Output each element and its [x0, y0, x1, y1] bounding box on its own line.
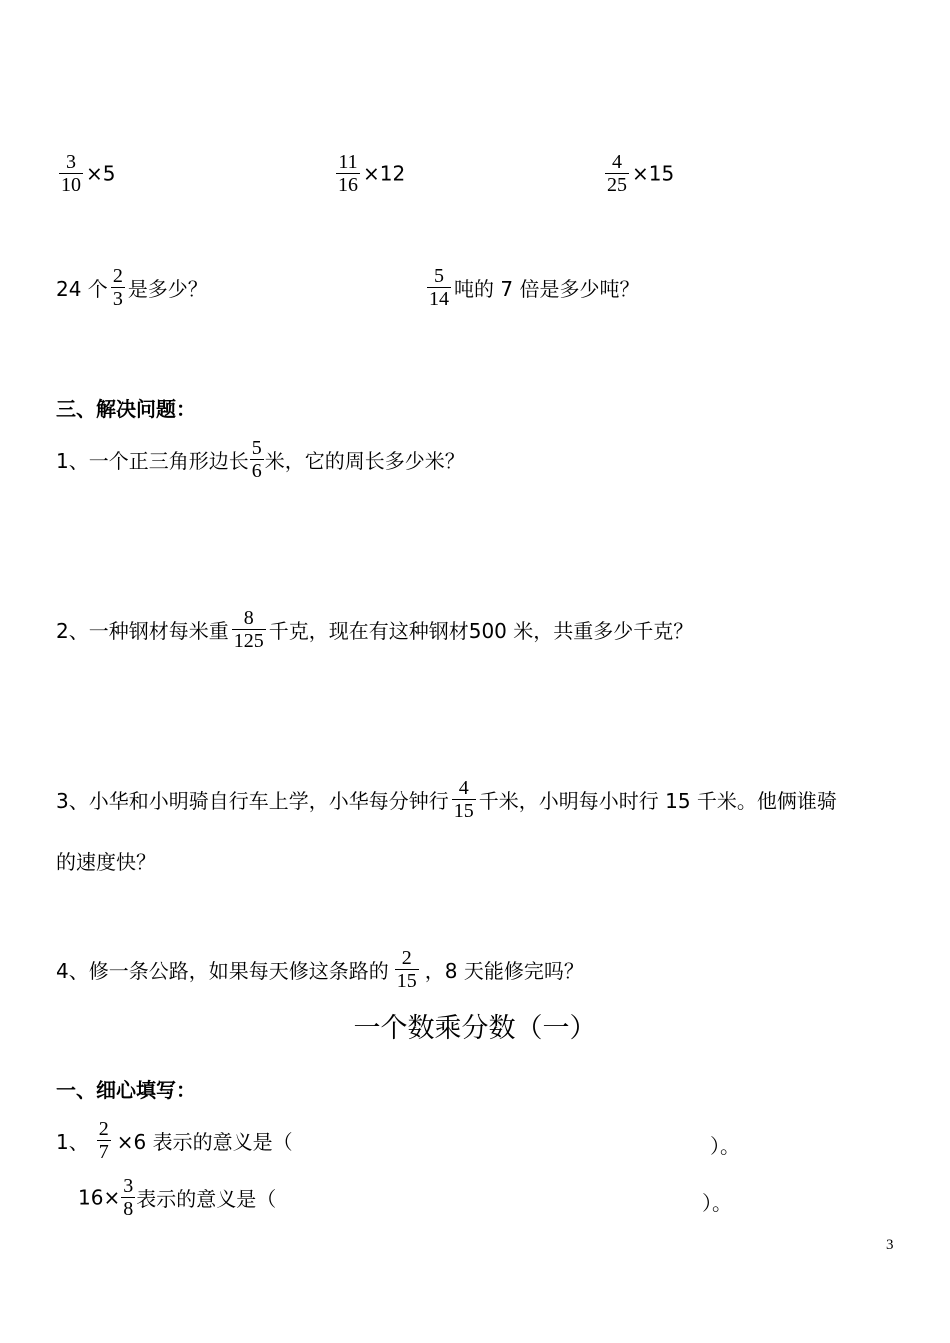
problem-2: 2、一种钢材每米重 $\frac{8}{125}$ 千克，现在有这种钢材500 米，共重多少千克？ [56, 607, 694, 652]
fill-item-2: 16× $\frac{3}{8}$ 表示的意义是（ [78, 1175, 277, 1220]
fraction: $\frac{3}{8}$ [123, 1175, 134, 1220]
calc-tail: ×15 [632, 161, 675, 186]
fraction: $\frac{2}{15}$ [396, 947, 417, 992]
fraction: $\frac{2}{7}$ [98, 1118, 109, 1163]
fraction: $\frac{5}{6}$ [251, 437, 262, 482]
problem-1: 1、一个正三角形边长 $\frac{5}{6}$ 米，它的周长多少米？ [56, 437, 465, 482]
fraction: $\frac{11}{16}$ [338, 151, 358, 196]
fraction: $\frac{5}{14}$ [429, 265, 449, 310]
calc-item-2 [333, 151, 405, 196]
lesson-title: 一个数乘分数（一） [353, 1013, 597, 1044]
problem-3-continued: 的速度快？ [56, 850, 156, 874]
fill-blank-close-2: ）。 [702, 1191, 732, 1215]
calc-item-3 [602, 151, 674, 196]
problem-3: 3、小华和小明骑自行车上学，小华每分钟行 $\frac{4}{15}$ 千米，小明每小时行 15 千米。他俩谁骑 [56, 777, 837, 822]
problem-4: 4、修一条公路，如果每天修这条路的 $\frac{2}{15}$ ，8 天能修完吗？ [56, 947, 584, 992]
section-heading: 三、解决问题： [56, 397, 196, 421]
page-number: 3 [886, 1237, 894, 1253]
fraction: $\frac{4}{25}$ [607, 151, 627, 196]
section-heading-fill: 一、细心填写： [56, 1078, 196, 1102]
fill-item-1: 1、 $\frac{2}{7}$ ×6 表示的意义是（ [56, 1118, 293, 1163]
question-2: $\frac{5}{14}$ 吨的 7 倍是多少吨？ [429, 265, 640, 310]
calc-item-1 [56, 151, 115, 196]
fraction: $\frac{4}{15}$ [453, 777, 474, 822]
fraction: $\frac{2}{3}$ [112, 265, 123, 310]
fraction: $\frac{3}{10}$ [61, 151, 81, 196]
question-1: 24 个 $\frac{2}{3}$ 是多少？ [56, 265, 208, 310]
calc-tail: ×12 [363, 161, 406, 186]
fraction: $\frac{8}{125}$ [233, 607, 264, 652]
calc-tail: ×5 [86, 161, 116, 186]
fill-blank-close-1: ）。 [710, 1134, 740, 1158]
